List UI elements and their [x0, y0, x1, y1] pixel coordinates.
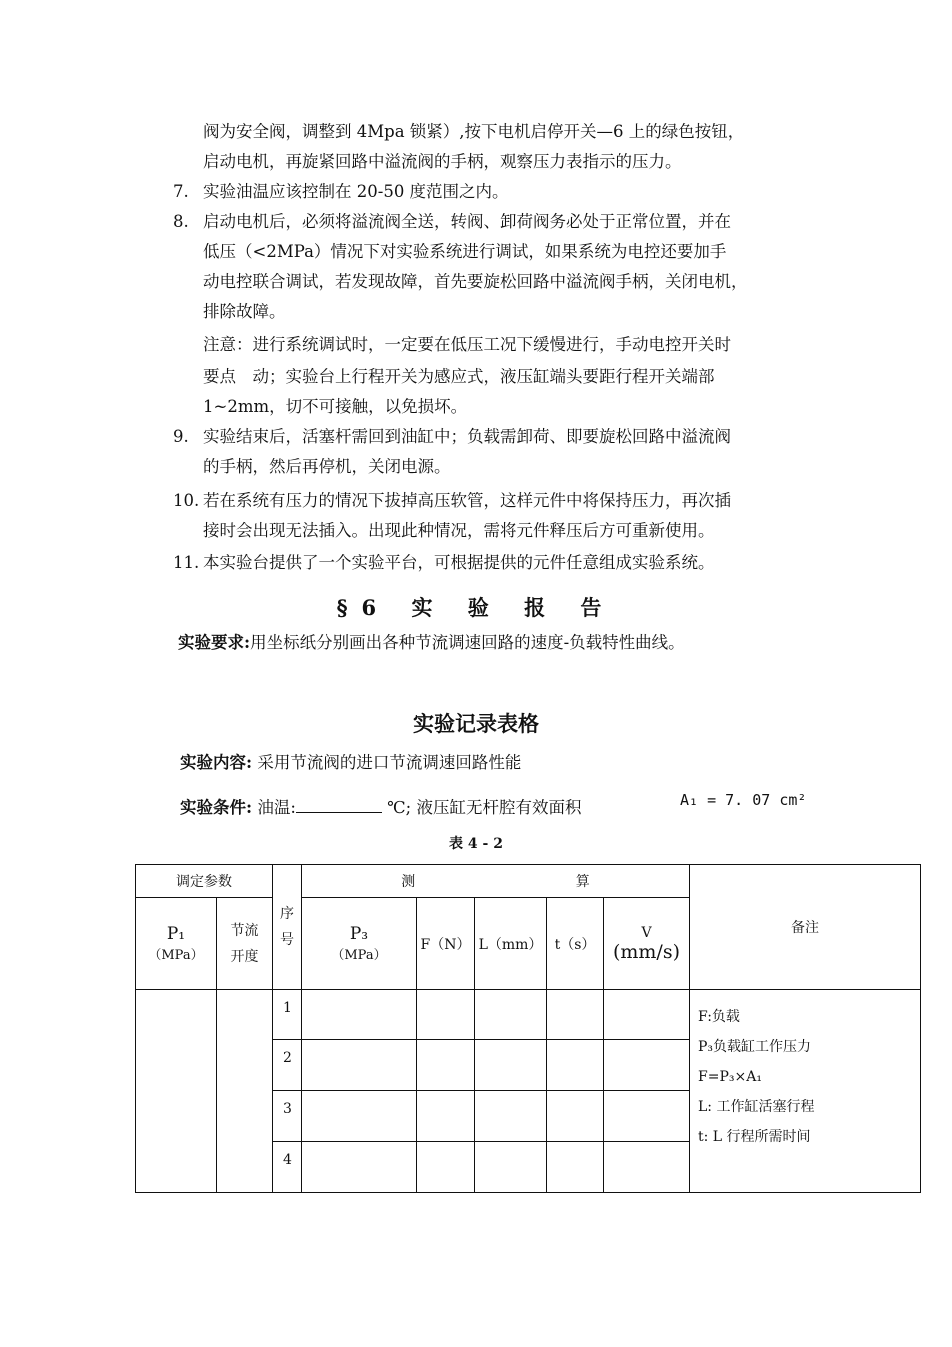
cell-p1 — [136, 990, 217, 1193]
cell — [302, 1091, 417, 1142]
cell — [547, 1040, 604, 1091]
cell — [475, 1091, 547, 1142]
header-settings: 调定参数 — [136, 865, 273, 898]
oil-temp-label: 油温: — [257, 798, 296, 817]
cell — [547, 1142, 604, 1193]
text-line: 的手柄，然后再停机，关闭电源。 — [203, 457, 451, 476]
conditions-line — [180, 796, 581, 819]
text-line: 阀为安全阀，调整到 4Mpa 锁紧）,按下电机启停开关—6 上的绿色按钮， — [203, 122, 745, 141]
header-throttle: 节流 开度 — [217, 898, 273, 990]
text-line: 本实验台提供了一个实验平台，可根据提供的元件任意组成实验系统。 — [203, 553, 715, 572]
header-p3: P₃ （MPa） — [302, 898, 417, 990]
area-text: 液压缸无杆腔有效面积 — [416, 798, 582, 817]
list-number: 8. — [173, 212, 189, 231]
cell-throttle — [217, 990, 273, 1193]
header-v: V (mm/s) — [604, 898, 690, 990]
note: P₃负载缸工作压力 — [698, 1039, 812, 1055]
requirement-label: 实验要求: — [178, 633, 251, 652]
header-f: F（N） — [417, 898, 475, 990]
text-line: 若在系统有压力的情况下拔掉高压软管，这样元件中将保持压力，再次插 — [203, 491, 731, 510]
section-title: §6 实 验 报 告 — [336, 595, 616, 620]
requirement-text: 用坐标纸分别画出各种节流调速回路的速度-负载特性曲线。 — [250, 633, 685, 652]
text-line: 动电控联合调试，若发现故障，首先要旋松回路中溢流阀手柄，关闭电机， — [203, 272, 748, 291]
content-line — [180, 752, 521, 774]
text-line: 实验油温应该控制在 20-50 度范围之内。 — [203, 182, 509, 201]
remarks-notes — [690, 990, 921, 1193]
header-p1: P₁ （MPa） — [136, 898, 217, 990]
record-title: 实验记录表格 — [413, 711, 539, 736]
cell — [417, 1040, 475, 1091]
header-remarks: 备注 — [690, 865, 921, 990]
text-line: 启动电机后，必须将溢流阀全送，转阀、卸荷阀务必处于正常位置，并在 — [203, 212, 731, 231]
requirement-line — [178, 632, 685, 654]
cell — [302, 1142, 417, 1193]
seq-number: 4 — [273, 1142, 302, 1193]
cell — [302, 990, 417, 1040]
list-number: 7. — [173, 182, 189, 201]
cell — [604, 1040, 690, 1091]
content-label: 实验内容: — [180, 753, 253, 772]
table-row — [136, 990, 921, 1040]
record-table — [135, 864, 921, 1193]
cell — [475, 1040, 547, 1091]
cell — [417, 1142, 475, 1193]
table-caption: 表 4 - 2 — [449, 836, 503, 852]
cell — [604, 1142, 690, 1193]
cell — [604, 990, 690, 1040]
text-line: 要点 动；实验台上行程开关为感应式，液压缸端头要距行程开关端部 — [203, 367, 715, 386]
seq-number: 2 — [273, 1040, 302, 1091]
list-number: 9. — [173, 427, 189, 446]
text-line: 注意：进行系统调试时，一定要在低压工况下缓慢进行，手动电控开关时 — [203, 335, 731, 354]
seq-number: 1 — [273, 990, 302, 1040]
note: t: L 行程所需时间 — [698, 1129, 811, 1145]
cell — [604, 1091, 690, 1142]
cell — [475, 1142, 547, 1193]
cell — [547, 1091, 604, 1142]
header-t: t（s） — [547, 898, 604, 990]
cell — [417, 990, 475, 1040]
header-seq: 序 号 — [273, 865, 302, 990]
cell — [417, 1091, 475, 1142]
note: F:负载 — [698, 1009, 740, 1025]
text-line: 排除故障。 — [203, 302, 286, 321]
cell — [475, 990, 547, 1040]
text-line: 启动电机，再旋紧回路中溢流阀的手柄，观察压力表指示的压力。 — [203, 152, 682, 171]
list-number: 11. — [173, 553, 200, 572]
text-line: 实验结束后，活塞杆需回到油缸中；负载需卸荷、即要旋松回路中溢流阀 — [203, 427, 731, 446]
header-l: L（mm） — [475, 898, 547, 990]
text-line: 低压（<2MPa）情况下对实验系统进行调试，如果系统为电控还要加手 — [203, 242, 727, 261]
list-number: 10. — [173, 491, 200, 510]
note: L: 工作缸活塞行程 — [698, 1099, 815, 1115]
oil-temp-unit: ℃; — [387, 798, 412, 817]
note: F=P₃×A₁ — [698, 1069, 762, 1085]
area-formula: A₁ = 7. 07 cm² — [680, 791, 807, 809]
conditions-label: 实验条件: — [180, 798, 253, 817]
seq-number: 3 — [273, 1091, 302, 1142]
oil-temp-blank — [296, 796, 382, 813]
cell — [547, 990, 604, 1040]
cell — [302, 1040, 417, 1091]
text-line: 接时会出现无法插入。出现此种情况，需将元件释压后方可重新使用。 — [203, 521, 715, 540]
text-line: 1~2mm，切不可接触，以免损坏。 — [203, 397, 468, 416]
header-measure: 测 算 — [302, 865, 690, 898]
content-text: 采用节流阀的进口节流调速回路性能 — [257, 753, 522, 772]
